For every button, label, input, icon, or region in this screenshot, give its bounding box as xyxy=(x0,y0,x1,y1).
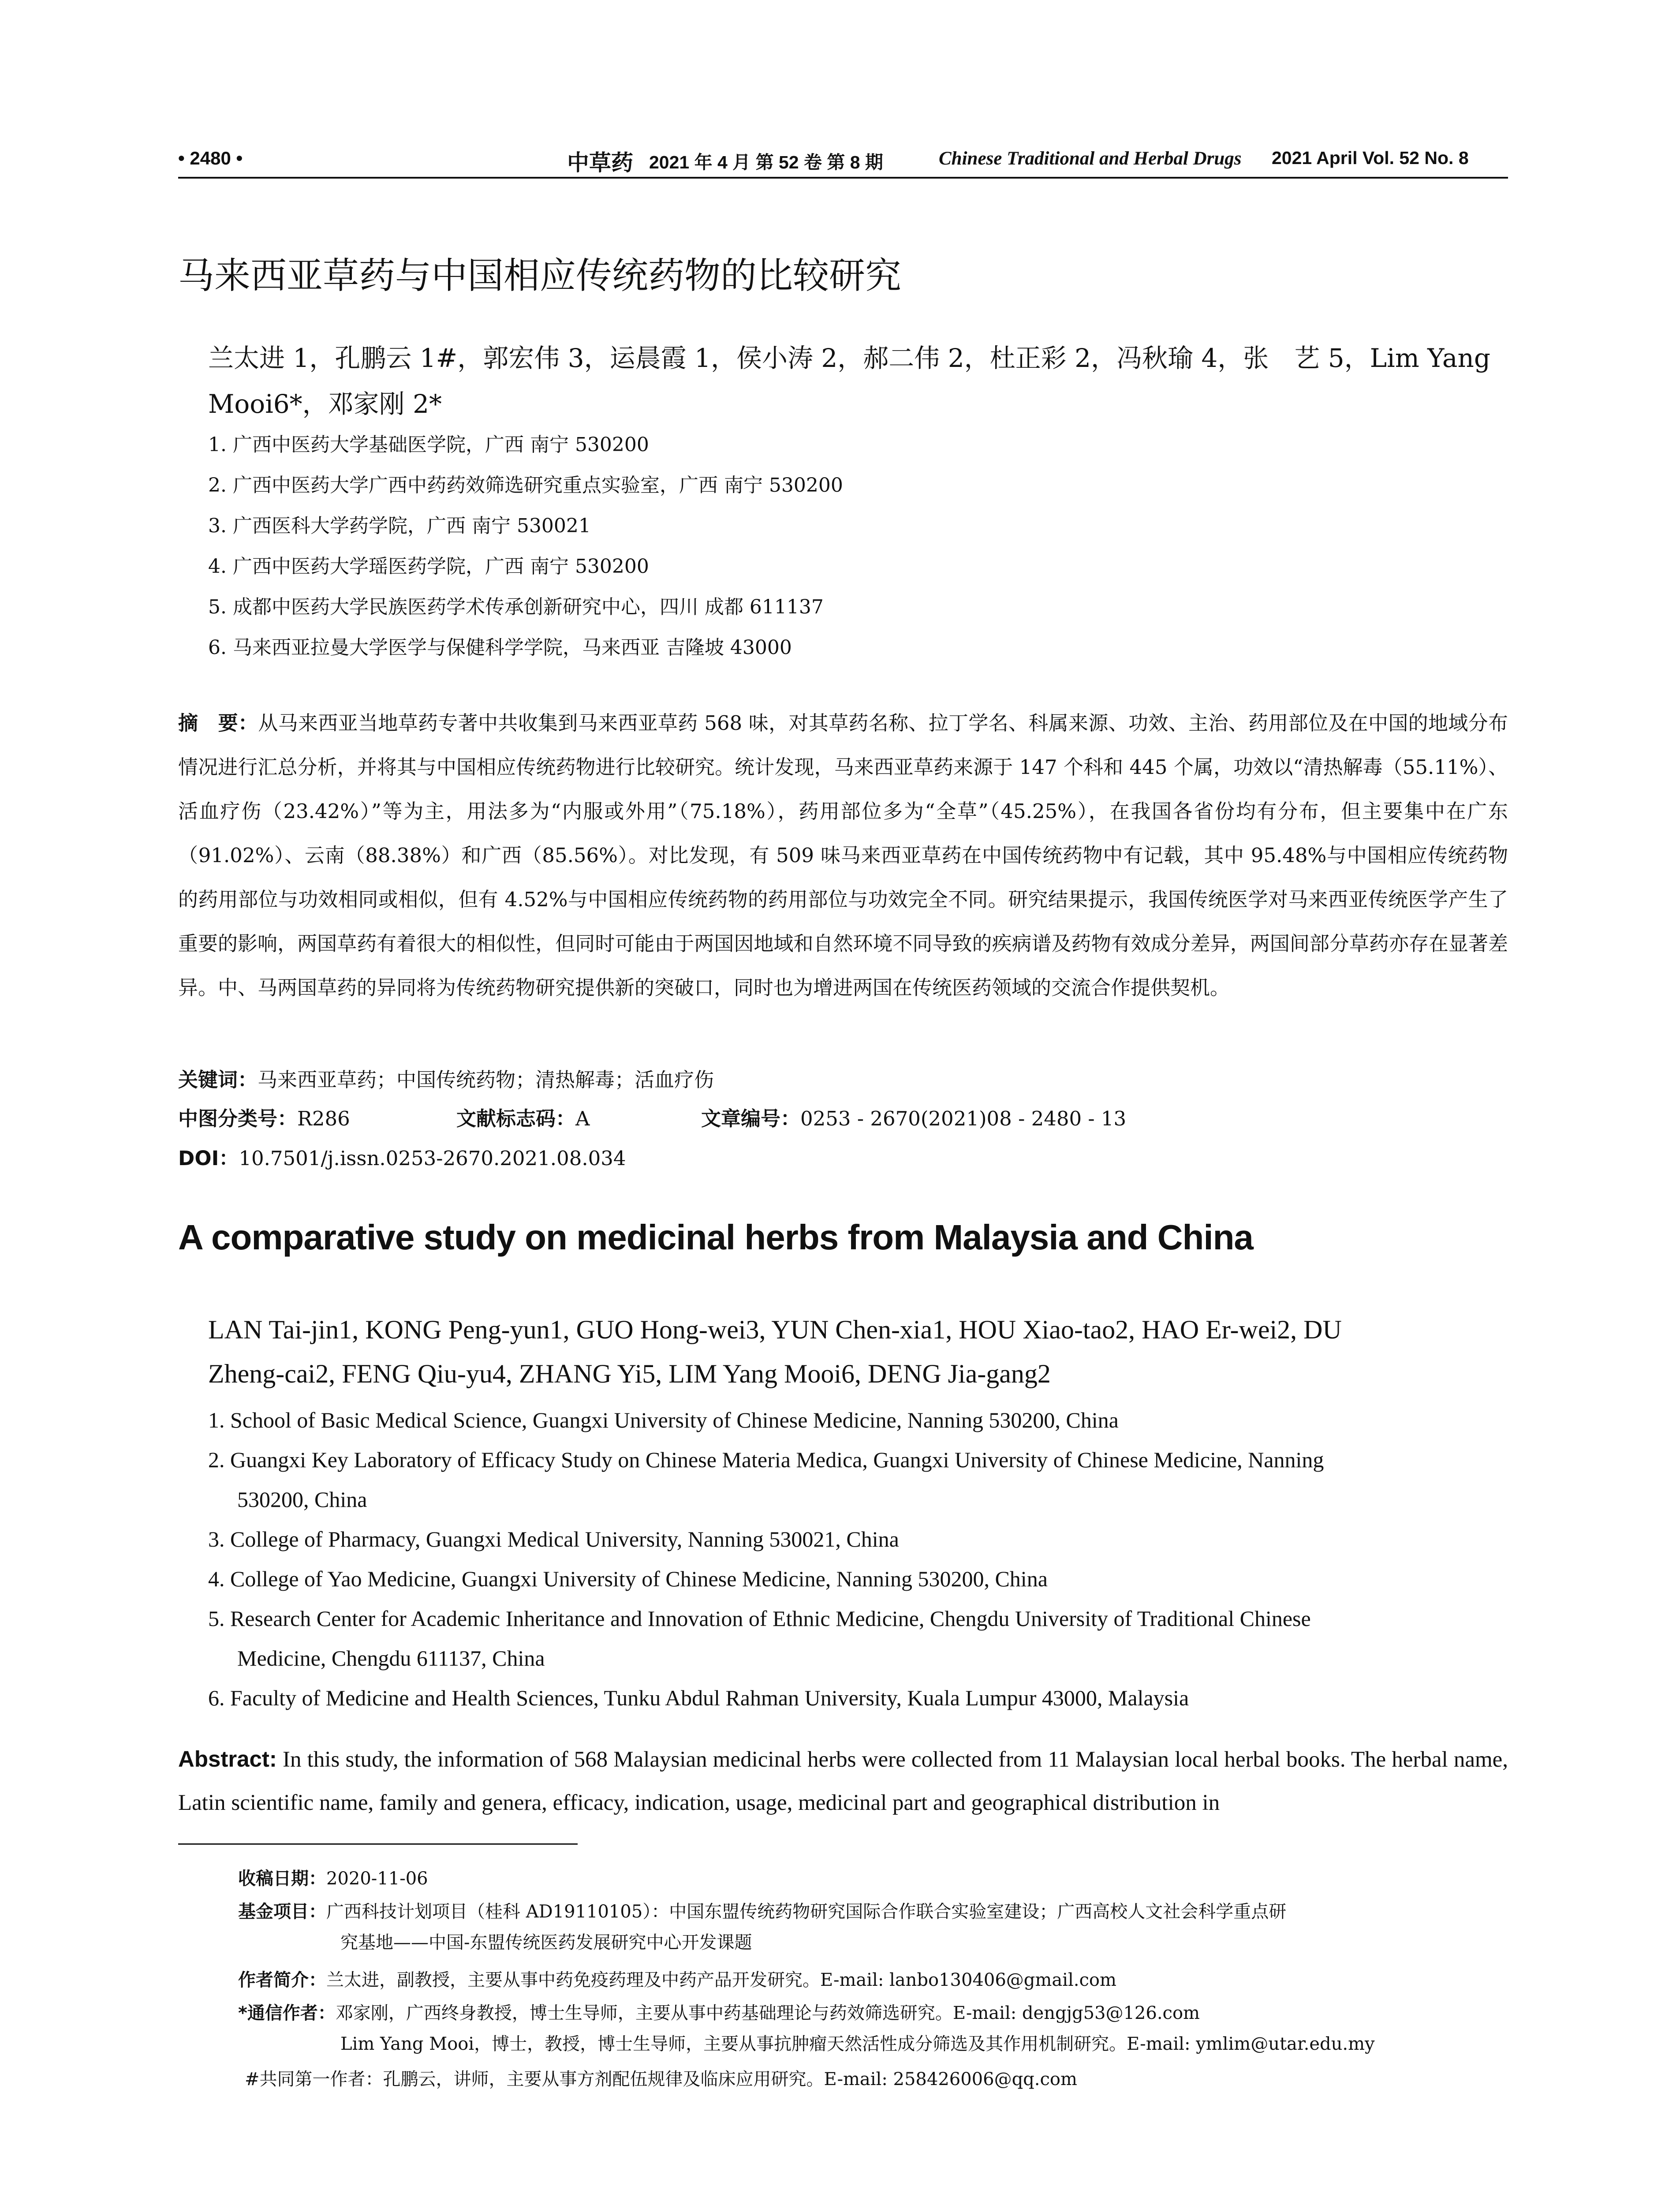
fund-text: 广西科技计划项目（桂科 AD19110105）：中国东盟传统药物研究国际合作联合实验室建设；广西高校人文社会科学重点研 xyxy=(326,1902,1287,1922)
chinese-abstract xyxy=(178,701,1508,1010)
english-abstract-label: Abstract: xyxy=(178,1746,277,1771)
classification-line xyxy=(178,1102,350,1131)
clc-value: R286 xyxy=(297,1107,350,1130)
english-affiliation: 3. College of Pharmacy, Guangxi Medical University, Nanning 530021, China xyxy=(208,1527,899,1551)
document-code xyxy=(456,1102,590,1131)
keywords-label: 关键词： xyxy=(178,1068,258,1091)
article-number xyxy=(701,1102,1126,1131)
english-affiliation-line: 5. Research Center for Academic Inheritance and Innovation of Ethnic Medicine, Chengdu University of Traditional Chinese xyxy=(208,1606,1311,1631)
chinese-authors xyxy=(208,335,1508,427)
footnote-fund xyxy=(238,1896,1508,1958)
correspondence-label: *通信作者： xyxy=(238,2003,336,2023)
chinese-abstract-label: 摘 要： xyxy=(178,711,258,735)
footnote-correspondence xyxy=(238,1998,1508,2059)
footnote-bio xyxy=(238,1965,1508,1996)
bio-label: 作者简介： xyxy=(238,1970,326,1990)
english-affiliation: 4. College of Yao Medicine, Guangxi University of Chinese Medicine, Nanning 530200, China xyxy=(208,1566,1048,1591)
journal-name-en: Chinese Traditional and Herbal Drugs xyxy=(939,148,1242,169)
chinese-affiliation: 5. 成都中医药大学民族医药学术传承创新研究中心，四川 成都 611137 xyxy=(208,596,824,618)
clc-label: 中图分类号： xyxy=(178,1107,298,1130)
received-label: 收稿日期： xyxy=(238,1869,326,1889)
english-affiliation xyxy=(208,1599,1508,1678)
document-code-value: A xyxy=(575,1107,590,1130)
document-code-label: 文献标志码： xyxy=(456,1107,576,1130)
english-affiliation xyxy=(208,1440,1508,1519)
article-number-value: 0253 - 2670(2021)08 - 2480 - 13 xyxy=(800,1107,1127,1130)
correspondence-text-2: Lim Yang Mooi，博士，教授，博士生导师，主要从事抗肿瘤天然活性成分筛选及其作用机制研究。E-mail: ymlim@utar.edu.my xyxy=(340,2034,1375,2054)
english-authors xyxy=(208,1308,1508,1396)
correspondence-text: 邓家刚，广西终身教授，博士生导师，主要从事中药基础理论与药效筛选研究。E-mail: dengjg53@126.com xyxy=(335,2003,1200,2023)
english-title: A comparative study on medicinal herbs from Malaysia and China xyxy=(178,1218,1253,1257)
chinese-affiliation: 6. 马来西亚拉曼大学医学与保健科学学院，马来西亚 吉隆坡 43000 xyxy=(208,636,792,659)
doi-value: 10.7501/j.issn.0253-2670.2021.08.034 xyxy=(239,1147,626,1170)
chinese-affiliation: 1. 广西中医药大学基础医学院，广西 南宁 530200 xyxy=(208,434,649,456)
english-affiliation-line: 530200, China xyxy=(237,1487,367,1512)
journal-name-cn: 中草药 xyxy=(567,149,633,176)
english-affiliation: 6. Faculty of Medicine and Health Sciences, Tunku Abdul Rahman University, Kuala Lumpur 43000, Malaysia xyxy=(208,1686,1189,1710)
english-authors-line-2: Zheng-cai2, FENG Qiu-yu4, ZHANG Yi5, LIM Yang Mooi6, DENG Jia-gang2 xyxy=(208,1359,1051,1388)
chinese-authors-line-1: 兰太进 1，孔鹏云 1#，郭宏伟 3，运晨霞 1，侯小涛 2，郝二伟 2，杜正彩 2，冯秋瑜 4，张 艺 5，Lim Yang xyxy=(208,343,1490,373)
chinese-affiliation: 4. 广西中医药大学瑶医药学院，广西 南宁 530200 xyxy=(208,555,649,578)
english-abstract-text: In this study, the information of 568 Malaysian medicinal herbs were collected from 11 Malaysian local herbal books. The herbal name, Latin scientific name, family and genera, efficacy, indication, usage, medicinal part and geographical distribution in xyxy=(178,1747,1508,1815)
header-divider xyxy=(178,177,1508,179)
footnote-divider xyxy=(178,1843,578,1845)
page-number: • 2480 • xyxy=(178,148,243,168)
chinese-affiliation: 3. 广西医科大学药学院，广西 南宁 530021 xyxy=(208,515,591,537)
footnote-received xyxy=(238,1863,1508,1894)
bio-text: 兰太进，副教授，主要从事中药免疫药理及中药产品开发研究。E-mail: lanbo130406@gmail.com xyxy=(326,1970,1116,1990)
chinese-affiliation: 2. 广西中医药大学广西中药药效筛选研究重点实验室，广西 南宁 530200 xyxy=(208,474,843,497)
footnote-cofirst: #共同第一作者：孔鹏云，讲师，主要从事方剂配伍规律及临床应用研究。E-mail: 258426006@qq.com xyxy=(245,2069,1077,2089)
chinese-abstract-text: 从马来西亚当地草药专著中共收集到马来西亚草药 568 味，对其草药名称、拉丁学名、科属来源、功效、主治、药用部位及在中国的地域分布情况进行汇总分析，并将其与中国相应传统药物进行比较研究。统计发现，马来西亚草药来源于 147 个科和 445 个属，功效以“清热解毒（55.11%）、活血疗伤（23.42%）”等为主，用法多为“内服或外用”（75.18%），药用部位多为“全草”（45.25%），在我国各省份均有分布，但主要集中在广东（91.02%）、云南（88.38%）和广西（85.56%）。对比发现，有 509 味马来西亚草药在中国传统药物中有记载，其中 95.48%与中国相应传统药物的药用部位与功效相同或相似，但有 4.52%与中国相应传统药物的药用部位与功效完全不同。研究结果提示，我国传统医学对马来西亚传统医学产生了重要的影响，两国草药有着很大的相似性，但同时可能由于两国因地域和自然环境不同导致的疾病谱及药物有效成分差异，两国间部分草药亦存在显著差异。中、马两国草药的异同将为传统药物研究提供新的突破口，同时也为增进两国在传统医药领域的交流合作提供契机。 xyxy=(178,711,1508,999)
english-affiliation: 1. School of Basic Medical Science, Guangxi University of Chinese Medicine, Nanning 530200, China xyxy=(208,1408,1119,1432)
received-date: 2020-11-06 xyxy=(326,1869,428,1889)
running-header xyxy=(178,143,1508,178)
issue-info-en: 2021 April Vol. 52 No. 8 xyxy=(1272,148,1469,168)
fund-label: 基金项目： xyxy=(238,1902,326,1922)
chinese-authors-line-2: Mooi6*，邓家刚 2* xyxy=(208,389,442,419)
chinese-keywords xyxy=(178,1064,714,1092)
fund-text-cont: 究基地——中国-东盟传统医药发展研究中心开发课题 xyxy=(340,1932,752,1953)
doi-line xyxy=(178,1142,626,1171)
keywords-text: 马来西亚草药；中国传统药物；清热解毒；活血疗伤 xyxy=(258,1068,714,1091)
issue-info-cn: 2021 年 4 月 第 52 卷 第 8 期 xyxy=(649,152,883,172)
english-authors-line-1: LAN Tai-jin1, KONG Peng-yun1, GUO Hong-wei3, YUN Chen-xia1, HOU Xiao-tao2, HAO Er-wei2, DU xyxy=(208,1315,1342,1344)
doi-label: DOI： xyxy=(178,1147,239,1170)
article-number-label: 文章编号： xyxy=(701,1107,801,1130)
english-affiliation-line: Medicine, Chengdu 611137, China xyxy=(237,1646,545,1671)
english-abstract xyxy=(178,1738,1508,1824)
english-affiliation-line: 2. Guangxi Key Laboratory of Efficacy Study on Chinese Materia Medica, Guangxi University of Chinese Medicine, Nanning xyxy=(208,1447,1324,1472)
chinese-title: 马来西亚草药与中国相应传统药物的比较研究 xyxy=(178,255,902,297)
